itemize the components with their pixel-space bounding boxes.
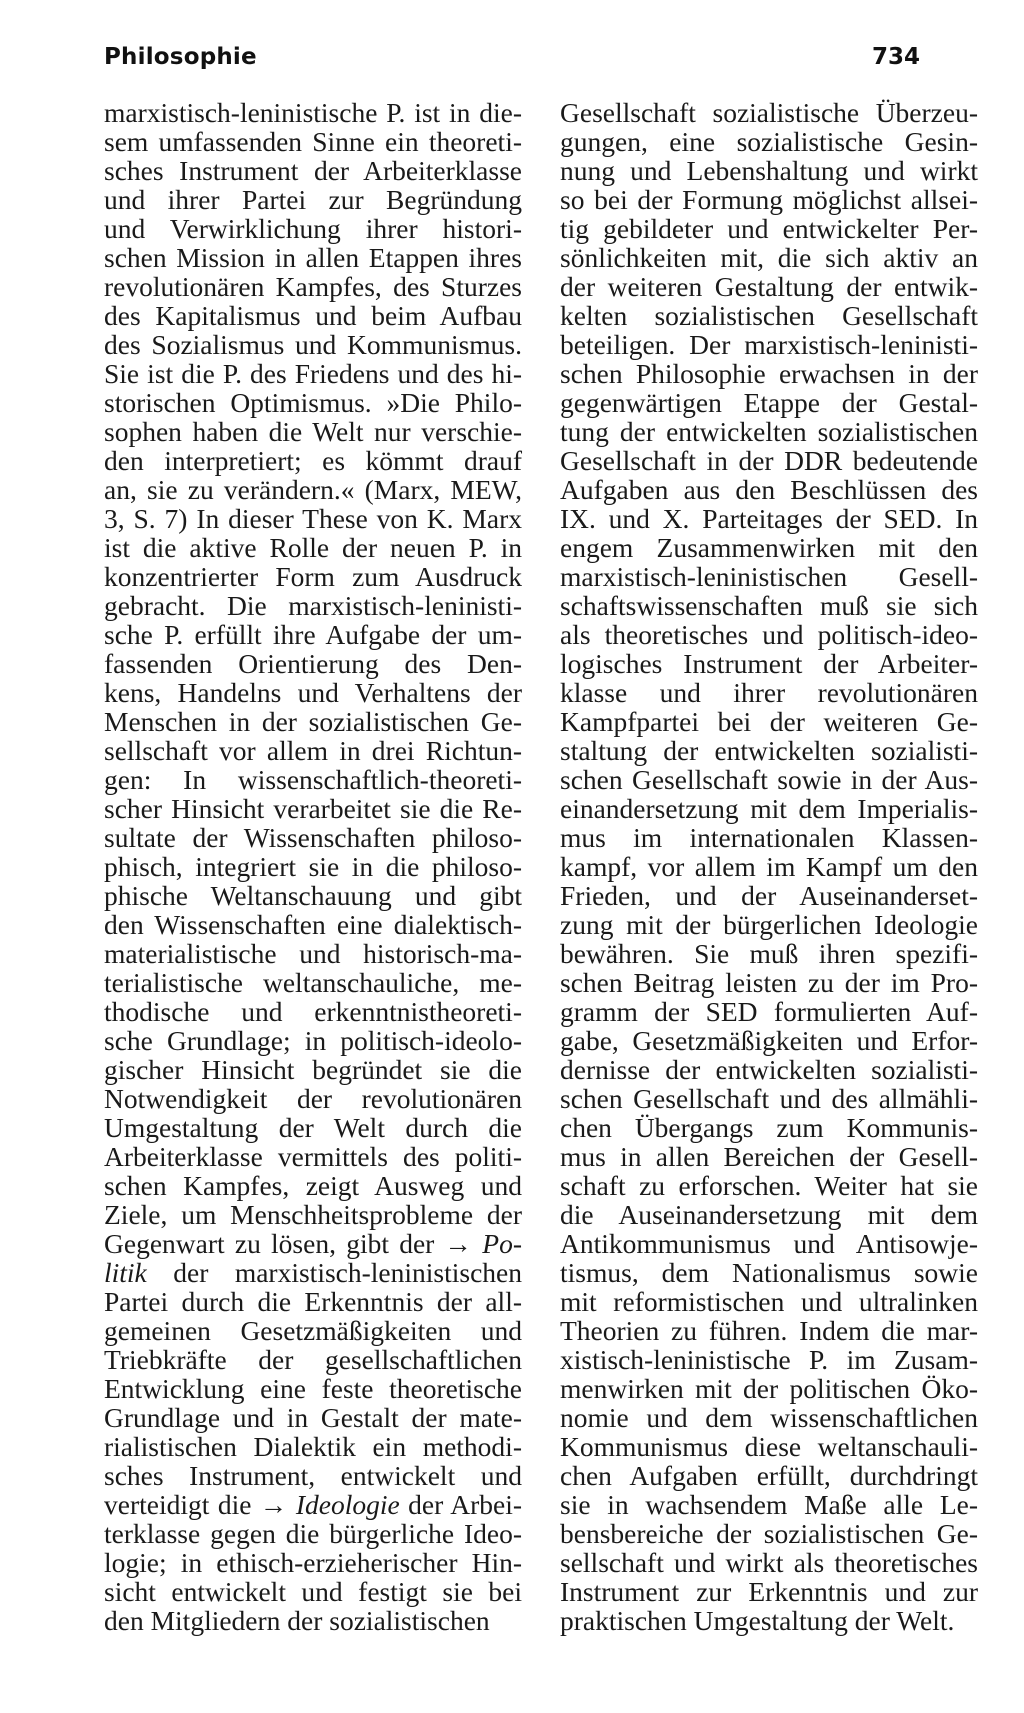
- text-line: [104, 765, 522, 794]
- text-line: [104, 794, 522, 823]
- text-segment: Partei durch die Erkenntnis der all-: [104, 1286, 522, 1317]
- text-segment: Entwicklung eine feste theoretische: [104, 1373, 522, 1404]
- text-line: [560, 272, 978, 301]
- text-line: [104, 243, 522, 272]
- text-line: [104, 591, 522, 620]
- text-line: [560, 185, 978, 214]
- text-line: [104, 736, 522, 765]
- text-segment: scher Hinsicht verarbeitet sie die Re-: [104, 793, 522, 824]
- text-line: [104, 1084, 522, 1113]
- text-segment: Kampfpartei bei der weiteren Ge-: [560, 706, 978, 737]
- text-line: [560, 794, 978, 823]
- text-segment: sultate der Wissenschaften philoso-: [104, 822, 522, 853]
- text-segment: gischer Hinsicht begründet sie die: [104, 1054, 522, 1085]
- text-segment: des Kapitalismus und beim Aufbau: [104, 300, 522, 331]
- text-segment: kampf, vor allem im Kampf um den: [560, 851, 978, 882]
- text-line: [560, 620, 978, 649]
- text-line: [560, 1403, 978, 1432]
- text-line: [104, 417, 522, 446]
- text-line: [104, 185, 522, 214]
- cross-reference: Ideologie: [295, 1489, 400, 1520]
- text-segment: logisches Instrument der Arbeiter-: [560, 648, 978, 679]
- text-segment: schen Gesellschaft und des allmähli-: [560, 1083, 978, 1114]
- text-line: [104, 1316, 522, 1345]
- text-segment: revolutionären Kampfes, des Sturzes: [104, 271, 522, 302]
- text-line: [104, 1345, 522, 1374]
- text-segment: fassenden Orientierung des Den-: [104, 648, 522, 679]
- text-segment: schaftswissenschaften muß sie sich: [560, 590, 978, 621]
- text-line: [560, 475, 978, 504]
- text-line: [104, 562, 522, 591]
- text-line: [104, 1142, 522, 1171]
- text-segment: Umgestaltung der Welt durch die: [104, 1112, 522, 1143]
- text-line: [104, 620, 522, 649]
- text-segment: phisch, integriert sie in die philoso-: [104, 851, 522, 882]
- text-line: [104, 1026, 522, 1055]
- text-segment: thodische und erkenntnistheoreti-: [104, 996, 522, 1027]
- text-line: [560, 214, 978, 243]
- text-segment: Ziele, um Menschheitsprobleme der: [104, 1199, 522, 1230]
- text-line: [560, 330, 978, 359]
- text-segment: nomie und dem wissenschaftlichen: [560, 1402, 978, 1433]
- text-segment: sches Instrument der Arbeiterklasse: [104, 155, 522, 186]
- text-segment: schen Kampfes, zeigt Ausweg und: [104, 1170, 522, 1201]
- text-line: [104, 1548, 522, 1577]
- text-line: [104, 1229, 522, 1258]
- text-segment: als theoretisches und politisch-ideo-: [560, 619, 978, 650]
- text-line: [560, 1316, 978, 1345]
- text-line: [560, 1142, 978, 1171]
- text-segment: mus im internationalen Klassen-: [560, 822, 978, 853]
- text-line: [560, 1461, 978, 1490]
- text-segment: tismus, dem Nationalismus sowie: [560, 1257, 978, 1288]
- text-line: [560, 1113, 978, 1142]
- text-line: [560, 1258, 978, 1287]
- text-line: [104, 968, 522, 997]
- text-line: [560, 359, 978, 388]
- text-line: [560, 533, 978, 562]
- text-line: [560, 1229, 978, 1258]
- text-line: [104, 1171, 522, 1200]
- text-segment: sche Grundlage; in politisch-ideolo-: [104, 1025, 522, 1056]
- text-line: [104, 649, 522, 678]
- text-segment: gungen, eine sozialistische Gesin-: [560, 126, 978, 157]
- text-segment: marxistisch-leninistische P. ist in die-: [104, 97, 522, 128]
- text-segment: kelten sozialistischen Gesellschaft: [560, 300, 978, 331]
- text-segment: Gegenwart zu lösen, gibt der →: [104, 1228, 483, 1259]
- text-segment: beteiligen. Der marxistisch-leninisti-: [560, 329, 978, 360]
- text-line: [104, 910, 522, 939]
- text-segment: gen: In wissenschaftlich-theoreti-: [104, 764, 522, 795]
- cross-reference: Po-: [482, 1228, 522, 1259]
- text-segment: staltung der entwickelten sozialisti-: [560, 735, 978, 766]
- text-column-left: [104, 98, 522, 1635]
- text-line: [560, 736, 978, 765]
- text-line: [560, 823, 978, 852]
- text-line: [560, 707, 978, 736]
- text-line: [104, 1432, 522, 1461]
- text-line: [104, 475, 522, 504]
- text-segment: marxistisch-leninistischen Gesell-: [560, 561, 978, 592]
- text-segment: schen Gesellschaft sowie in der Aus-: [560, 764, 978, 795]
- text-line: [560, 910, 978, 939]
- text-segment: schen Mission in allen Etappen ihres: [104, 242, 522, 273]
- text-segment: bensbereiche der sozialistischen Ge-: [560, 1518, 978, 1549]
- text-segment: einandersetzung mit dem Imperialis-: [560, 793, 978, 824]
- text-line: [560, 939, 978, 968]
- running-head: Philosophie: [104, 44, 257, 70]
- text-line: [104, 1519, 522, 1548]
- text-segment: phische Weltanschauung und gibt: [104, 880, 522, 911]
- text-segment: schen Philosophie erwachsen in der: [560, 358, 978, 389]
- text-line: [560, 881, 978, 910]
- text-line: [560, 1519, 978, 1548]
- text-segment: konzentrierter Form zum Ausdruck: [104, 561, 522, 592]
- text-line: [560, 388, 978, 417]
- text-segment: sem umfassenden Sinne ein theoreti-: [104, 126, 522, 157]
- text-segment: sches Instrument, entwickelt und: [104, 1460, 522, 1491]
- text-segment: Theorien zu führen. Indem die mar-: [560, 1315, 978, 1346]
- text-line: [560, 649, 978, 678]
- text-line: [560, 1171, 978, 1200]
- text-line: [104, 997, 522, 1026]
- text-segment: Antikommunismus und Antisowje-: [560, 1228, 978, 1259]
- text-line: [104, 1287, 522, 1316]
- text-segment: mit reformistischen und ultralinken: [560, 1286, 978, 1317]
- text-segment: terklasse gegen die bürgerliche Ideo-: [104, 1518, 522, 1549]
- text-line: [104, 939, 522, 968]
- text-segment: sche P. erfüllt ihre Aufgabe der um-: [104, 619, 522, 650]
- text-segment: materialistische und historisch-ma-: [104, 938, 522, 969]
- text-line: [560, 591, 978, 620]
- text-line: [560, 1606, 978, 1635]
- text-segment: IX. und X. Parteitages der SED. In: [560, 503, 978, 534]
- text-line: [560, 127, 978, 156]
- text-line: [560, 1548, 978, 1577]
- text-segment: und ihrer Partei zur Begründung: [104, 184, 522, 215]
- text-line: [104, 272, 522, 301]
- text-segment: menwirken mit der politischen Öko-: [560, 1373, 978, 1404]
- text-line: [560, 1287, 978, 1316]
- text-column-right: [560, 98, 978, 1635]
- text-line: [104, 214, 522, 243]
- text-line: [560, 1026, 978, 1055]
- text-segment: an, sie zu verändern.« (Marx, MEW,: [104, 474, 522, 505]
- text-segment: storischen Optimismus. »Die Philo-: [104, 387, 522, 418]
- cross-reference: litik: [104, 1257, 147, 1288]
- text-segment: den interpretiert; es kömmt drauf: [104, 445, 522, 476]
- text-segment: Notwendigkeit der revolutionären: [104, 1083, 522, 1114]
- text-segment: gebracht. Die marxistisch-leninisti-: [104, 590, 522, 621]
- text-line: [104, 823, 522, 852]
- text-line: [104, 1113, 522, 1142]
- text-segment: und Verwirklichung ihrer histori-: [104, 213, 522, 244]
- text-segment: gegenwärtigen Etappe der Gestal-: [560, 387, 978, 418]
- text-segment: sophen haben die Welt nur verschie-: [104, 416, 522, 447]
- text-segment: nung und Lebenshaltung und wirkt: [560, 155, 978, 186]
- text-line: [560, 504, 978, 533]
- text-segment: mus in allen Bereichen der Gesell-: [560, 1141, 978, 1172]
- text-segment: klasse und ihrer revolutionären: [560, 677, 978, 708]
- text-line: [560, 1490, 978, 1519]
- page-header: [104, 44, 920, 84]
- text-line: [104, 301, 522, 330]
- text-line: [560, 156, 978, 185]
- text-segment: die Auseinandersetzung mit dem: [560, 1199, 978, 1230]
- text-segment: engem Zusammenwirken mit den: [560, 532, 978, 563]
- text-segment: xistisch-leninistische P. im Zusam-: [560, 1344, 978, 1375]
- text-segment: gramm der SED formulierten Auf-: [560, 996, 978, 1027]
- text-line: [104, 98, 522, 127]
- text-segment: Frieden, und der Auseinanderset-: [560, 880, 978, 911]
- text-line: [560, 417, 978, 446]
- text-segment: zung mit der bürgerlichen Ideologie: [560, 909, 978, 940]
- text-segment: schaft zu erforschen. Weiter hat sie: [560, 1170, 978, 1201]
- text-line: [560, 968, 978, 997]
- text-segment: Gesellschaft in der DDR bedeutende: [560, 445, 978, 476]
- text-segment: Instrument zur Erkenntnis und zur: [560, 1576, 978, 1607]
- page-number: 734: [871, 44, 920, 70]
- text-segment: tung der entwickelten sozialistischen: [560, 416, 978, 447]
- text-line: [104, 1577, 522, 1606]
- text-line: [560, 678, 978, 707]
- text-line: [104, 678, 522, 707]
- text-line: [104, 881, 522, 910]
- text-line: [560, 562, 978, 591]
- text-segment: chen Übergangs zum Kommunis-: [560, 1112, 978, 1143]
- text-line: [560, 1374, 978, 1403]
- text-line: [104, 852, 522, 881]
- text-segment: des Sozialismus und Kommunismus.: [104, 329, 522, 360]
- text-segment: kens, Handelns und Verhaltens der: [104, 677, 522, 708]
- text-line: [104, 1200, 522, 1229]
- text-segment: dernisse der entwickelten sozialisti-: [560, 1054, 978, 1085]
- text-line: [104, 1606, 522, 1635]
- text-line: [104, 1403, 522, 1432]
- text-segment: ist die aktive Rolle der neuen P. in: [104, 532, 522, 563]
- text-line: [560, 1432, 978, 1461]
- text-segment: Kommunismus diese weltanschauli-: [560, 1431, 978, 1462]
- text-line: [560, 1084, 978, 1113]
- text-line: [104, 1258, 522, 1287]
- text-line: [104, 388, 522, 417]
- text-line: [560, 852, 978, 881]
- text-segment: der Arbei-: [399, 1489, 522, 1520]
- text-segment: Sie ist die P. des Friedens und des hi-: [104, 358, 522, 389]
- text-line: [560, 765, 978, 794]
- text-line: [104, 1461, 522, 1490]
- text-segment: logie; in ethisch-erzieherischer Hin-: [104, 1547, 522, 1578]
- text-segment: schen Beitrag leisten zu der im Pro-: [560, 967, 978, 998]
- text-segment: terialistische weltanschauliche, me-: [104, 967, 522, 998]
- text-segment: sie in wachsendem Maße alle Le-: [560, 1489, 978, 1520]
- text-segment: praktischen Umgestaltung der Welt.: [560, 1605, 955, 1636]
- text-segment: den Mitgliedern der sozialistischen: [104, 1605, 490, 1636]
- text-line: [104, 359, 522, 388]
- text-segment: gemeinen Gesetzmäßigkeiten und: [104, 1315, 522, 1346]
- text-line: [560, 98, 978, 127]
- text-segment: sellschaft vor allem in drei Richtun-: [104, 735, 522, 766]
- text-line: [560, 1345, 978, 1374]
- text-segment: den Wissenschaften eine dialektisch-: [104, 909, 522, 940]
- text-line: [560, 301, 978, 330]
- text-line: [104, 446, 522, 475]
- text-line: [560, 243, 978, 272]
- text-segment: Triebkräfte der gesellschaftlichen: [104, 1344, 522, 1375]
- text-line: [104, 1374, 522, 1403]
- text-line: [104, 707, 522, 736]
- text-line: [560, 1200, 978, 1229]
- text-segment: so bei der Formung möglichst allsei-: [560, 184, 978, 215]
- text-segment: bewähren. Sie muß ihren spezifi-: [560, 938, 978, 969]
- text-line: [104, 533, 522, 562]
- text-line: [560, 1577, 978, 1606]
- text-line: [560, 1055, 978, 1084]
- text-line: [560, 446, 978, 475]
- text-segment: verteidigt die →: [104, 1489, 296, 1520]
- text-segment: Gesellschaft sozialistische Überzeu-: [560, 97, 978, 128]
- text-line: [104, 127, 522, 156]
- text-segment: sellschaft und wirkt als theoretisches: [560, 1547, 978, 1578]
- text-segment: Aufgaben aus den Beschlüssen des: [560, 474, 978, 505]
- text-line: [104, 330, 522, 359]
- text-segment: Grundlage und in Gestalt der mate-: [104, 1402, 522, 1433]
- text-segment: Menschen in der sozialistischen Ge-: [104, 706, 522, 737]
- text-segment: Arbeiterklasse vermittels des politi-: [104, 1141, 522, 1172]
- text-segment: chen Aufgaben erfüllt, durchdringt: [560, 1460, 978, 1491]
- text-line: [104, 1490, 522, 1519]
- text-segment: der marxistisch-leninistischen: [146, 1257, 522, 1288]
- text-line: [560, 997, 978, 1026]
- text-segment: der weiteren Gestaltung der entwik-: [560, 271, 978, 302]
- text-segment: sönlichkeiten mit, die sich aktiv an: [560, 242, 978, 273]
- text-segment: gabe, Gesetzmäßigkeiten und Erfor-: [560, 1025, 978, 1056]
- text-segment: sicht entwickelt und festigt sie bei: [104, 1576, 522, 1607]
- text-segment: 3, S. 7) In dieser These von K. Marx: [104, 503, 522, 534]
- text-line: [104, 504, 522, 533]
- text-segment: rialistischen Dialektik ein methodi-: [104, 1431, 522, 1462]
- text-segment: tig gebildeter und entwickelter Per-: [560, 213, 978, 244]
- text-line: [104, 1055, 522, 1084]
- text-line: [104, 156, 522, 185]
